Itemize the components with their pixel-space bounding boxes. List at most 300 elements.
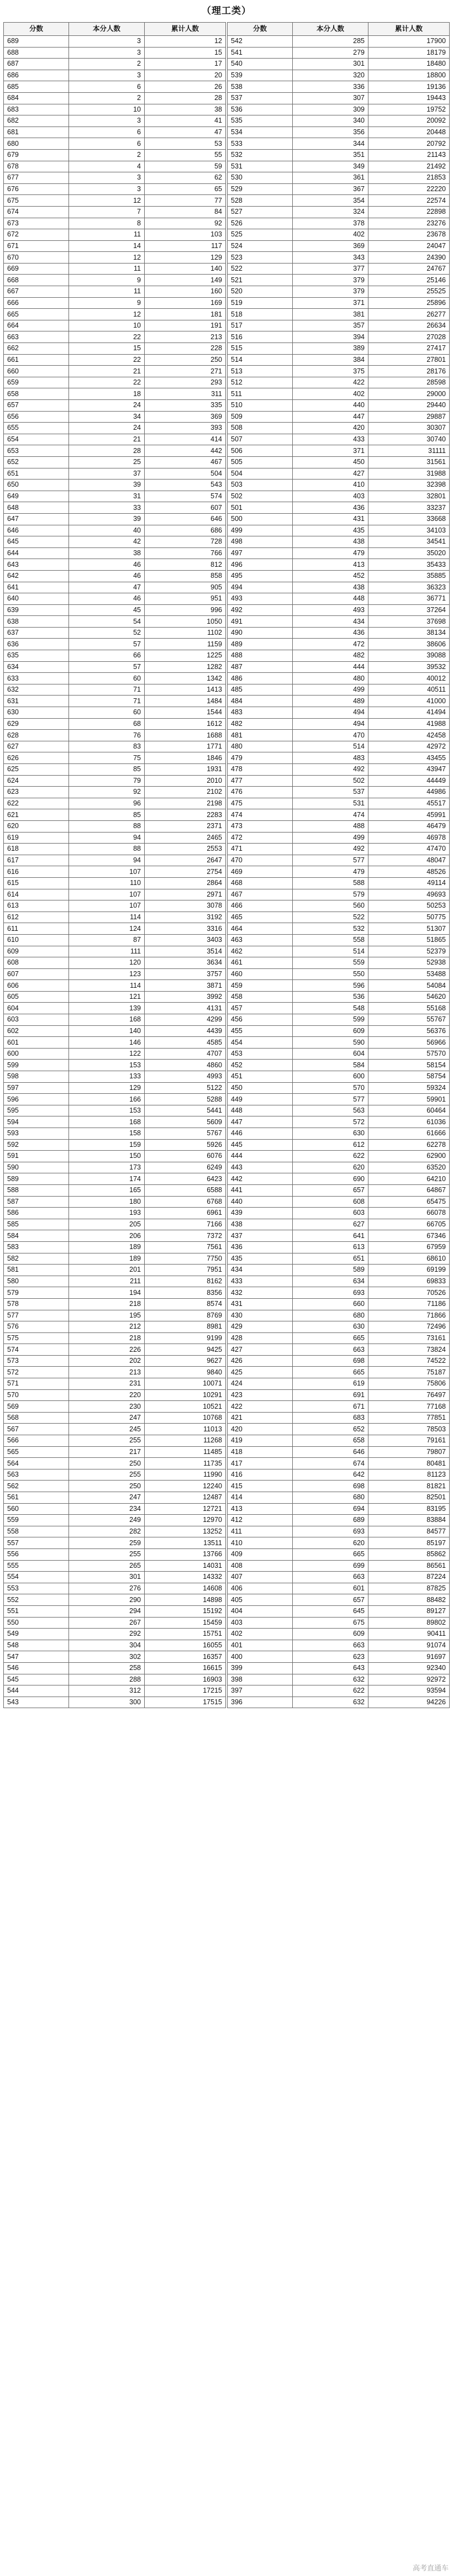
score-cell: 678 <box>4 161 69 172</box>
score-cell: 682 <box>4 115 69 127</box>
cumulative-cell: 63520 <box>368 1162 450 1173</box>
cumulative-cell: 19136 <box>368 81 450 93</box>
cumulative-cell: 67346 <box>368 1230 450 1242</box>
table-row <box>228 1548 450 1560</box>
score-cell: 476 <box>228 787 293 798</box>
count-cell: 354 <box>293 195 368 207</box>
tables-container <box>3 22 450 1708</box>
cumulative-cell: 44986 <box>368 787 450 798</box>
count-cell: 572 <box>293 1116 368 1128</box>
score-cell: 626 <box>4 752 69 764</box>
table-row <box>4 787 226 798</box>
count-cell: 427 <box>293 468 368 480</box>
cumulative-cell: 67959 <box>368 1241 450 1253</box>
cumulative-cell: 13766 <box>145 1548 226 1560</box>
cumulative-cell: 14031 <box>145 1560 226 1572</box>
score-cell: 602 <box>4 1025 69 1037</box>
count-cell: 57 <box>69 661 145 673</box>
cumulative-cell: 57570 <box>368 1048 450 1060</box>
table-row <box>4 275 226 286</box>
score-cell: 492 <box>228 604 293 616</box>
table-row <box>4 502 226 514</box>
count-cell: 12 <box>69 309 145 320</box>
score-cell: 668 <box>4 275 69 286</box>
score-cell: 396 <box>228 1697 293 1708</box>
count-cell: 472 <box>293 639 368 650</box>
table-row <box>4 104 226 115</box>
score-cell: 531 <box>228 161 293 172</box>
count-cell: 150 <box>69 1151 145 1162</box>
score-cell: 424 <box>228 1378 293 1390</box>
score-cell: 559 <box>4 1515 69 1526</box>
cumulative-cell: 6961 <box>145 1208 226 1219</box>
table-row <box>4 263 226 275</box>
score-cell: 463 <box>228 934 293 946</box>
cumulative-cell: 22898 <box>368 206 450 218</box>
score-cell: 526 <box>228 218 293 229</box>
header-count: 本分人数 <box>293 23 368 36</box>
cumulative-cell: 29887 <box>368 411 450 423</box>
score-cell: 658 <box>4 388 69 400</box>
cumulative-cell: 21492 <box>368 161 450 172</box>
score-cell: 597 <box>4 1082 69 1094</box>
score-cell: 516 <box>228 331 293 343</box>
cumulative-cell: 55767 <box>368 1014 450 1026</box>
score-cell: 599 <box>4 1060 69 1071</box>
cumulative-cell: 393 <box>145 423 226 434</box>
count-cell: 75 <box>69 752 145 764</box>
cumulative-cell: 79807 <box>368 1446 450 1458</box>
cumulative-cell: 3992 <box>145 991 226 1003</box>
score-cell: 684 <box>4 92 69 104</box>
score-cell: 527 <box>228 206 293 218</box>
table-row <box>4 593 226 605</box>
score-cell: 630 <box>4 707 69 719</box>
count-cell: 608 <box>293 1196 368 1208</box>
score-cell: 648 <box>4 502 69 514</box>
table-row <box>228 309 450 320</box>
table-row <box>228 1378 450 1390</box>
count-cell: 2 <box>69 149 145 161</box>
table-row <box>4 1481 226 1492</box>
cumulative-cell: 1050 <box>145 616 226 628</box>
cumulative-cell: 1225 <box>145 650 226 662</box>
count-cell: 168 <box>69 1014 145 1026</box>
score-cell: 523 <box>228 252 293 264</box>
score-cell: 413 <box>228 1503 293 1515</box>
table-row <box>228 286 450 298</box>
table-row <box>4 377 226 388</box>
cumulative-cell: 69833 <box>368 1276 450 1287</box>
count-cell: 33 <box>69 502 145 514</box>
score-cell: 398 <box>228 1674 293 1685</box>
count-cell: 584 <box>293 1060 368 1071</box>
score-cell: 412 <box>228 1515 293 1526</box>
count-cell: 590 <box>293 1037 368 1049</box>
cumulative-cell: 14898 <box>145 1594 226 1606</box>
score-cell: 681 <box>4 127 69 138</box>
cumulative-cell: 16357 <box>145 1651 226 1663</box>
cumulative-cell: 91697 <box>368 1651 450 1663</box>
score-cell: 673 <box>4 218 69 229</box>
cumulative-cell: 858 <box>145 570 226 582</box>
cumulative-cell: 64867 <box>368 1184 450 1196</box>
cumulative-cell: 3634 <box>145 957 226 969</box>
table-row <box>228 1503 450 1515</box>
score-cell: 574 <box>4 1344 69 1356</box>
count-cell: 613 <box>293 1241 368 1253</box>
cumulative-cell: 117 <box>145 240 226 252</box>
cumulative-cell: 2371 <box>145 820 226 832</box>
table-row <box>228 1412 450 1424</box>
score-cell: 674 <box>4 206 69 218</box>
count-cell: 114 <box>69 980 145 992</box>
count-cell: 570 <box>293 1082 368 1094</box>
count-cell: 212 <box>69 1321 145 1333</box>
score-cell: 601 <box>4 1037 69 1049</box>
table-row <box>4 855 226 866</box>
table-row <box>228 1651 450 1663</box>
score-cell: 462 <box>228 946 293 957</box>
count-cell: 10 <box>69 320 145 331</box>
table-row <box>228 957 450 969</box>
count-cell: 532 <box>293 923 368 935</box>
table-row <box>228 127 450 138</box>
score-cell: 494 <box>228 582 293 593</box>
table-row <box>228 1674 450 1685</box>
cumulative-cell: 36323 <box>368 582 450 593</box>
cumulative-cell: 28 <box>145 92 226 104</box>
cumulative-cell: 36771 <box>368 593 450 605</box>
score-cell: 497 <box>228 547 293 559</box>
cumulative-cell: 43455 <box>368 752 450 764</box>
cumulative-cell: 41000 <box>368 696 450 707</box>
table-row <box>228 798 450 809</box>
table-row <box>228 604 450 616</box>
cumulative-cell: 9199 <box>145 1332 226 1344</box>
count-cell: 92 <box>69 787 145 798</box>
cumulative-cell: 40012 <box>368 673 450 684</box>
table-row <box>4 1355 226 1367</box>
table-row <box>4 1469 226 1481</box>
cumulative-cell: 10768 <box>145 1412 226 1424</box>
table-row <box>228 218 450 229</box>
score-cell: 608 <box>4 957 69 969</box>
table-row <box>228 502 450 514</box>
cumulative-cell: 369 <box>145 411 226 423</box>
table-row <box>4 343 226 355</box>
count-cell: 34 <box>69 411 145 423</box>
count-cell: 479 <box>293 547 368 559</box>
table-row <box>4 604 226 616</box>
score-cell: 543 <box>4 1697 69 1708</box>
count-cell: 431 <box>293 513 368 525</box>
score-cell: 487 <box>228 661 293 673</box>
table-row <box>228 1617 450 1629</box>
cumulative-cell: 11990 <box>145 1469 226 1481</box>
count-cell: 250 <box>69 1458 145 1469</box>
table-row <box>4 1594 226 1606</box>
count-cell: 600 <box>293 1071 368 1083</box>
count-cell: 213 <box>69 1367 145 1378</box>
score-cell: 677 <box>4 172 69 184</box>
cumulative-cell: 728 <box>145 536 226 548</box>
table-row <box>228 889 450 900</box>
score-cell: 649 <box>4 491 69 502</box>
table-row <box>4 1458 226 1469</box>
score-cell: 451 <box>228 1071 293 1083</box>
count-cell: 470 <box>293 730 368 741</box>
count-cell: 3 <box>69 70 145 81</box>
score-cell: 585 <box>4 1219 69 1230</box>
table-row <box>228 820 450 832</box>
score-cell: 604 <box>4 1003 69 1014</box>
cumulative-cell: 66078 <box>368 1208 450 1219</box>
count-cell: 218 <box>69 1298 145 1310</box>
count-cell: 302 <box>69 1651 145 1663</box>
score-cell: 651 <box>4 468 69 480</box>
count-cell: 6 <box>69 81 145 93</box>
count-cell: 10 <box>69 104 145 115</box>
cumulative-cell: 83884 <box>368 1515 450 1526</box>
score-cell: 580 <box>4 1276 69 1287</box>
table-row <box>4 1105 226 1116</box>
cumulative-cell: 47470 <box>368 844 450 855</box>
score-cell: 600 <box>4 1048 69 1060</box>
cumulative-cell: 12 <box>145 36 226 48</box>
count-cell: 290 <box>69 1594 145 1606</box>
count-cell: 632 <box>293 1697 368 1708</box>
score-cell: 403 <box>228 1617 293 1629</box>
score-cell: 477 <box>228 775 293 787</box>
cumulative-cell: 59 <box>145 161 226 172</box>
score-cell: 645 <box>4 536 69 548</box>
cumulative-cell: 8574 <box>145 1298 226 1310</box>
count-cell: 139 <box>69 1003 145 1014</box>
cumulative-cell: 17215 <box>145 1685 226 1697</box>
header-score: 分数 <box>228 23 293 36</box>
cumulative-cell: 51865 <box>368 934 450 946</box>
score-cell: 679 <box>4 149 69 161</box>
table-row <box>228 263 450 275</box>
cumulative-cell: 41988 <box>368 718 450 730</box>
table-row <box>4 536 226 548</box>
cumulative-cell: 574 <box>145 491 226 502</box>
table-row <box>4 1184 226 1196</box>
score-cell: 656 <box>4 411 69 423</box>
score-cell: 554 <box>4 1572 69 1583</box>
table-row <box>4 1503 226 1515</box>
table-row <box>4 1424 226 1435</box>
table-row <box>4 1526 226 1537</box>
cumulative-cell: 74522 <box>368 1355 450 1367</box>
table-row <box>228 1697 450 1708</box>
cumulative-cell: 6076 <box>145 1151 226 1162</box>
cumulative-cell: 271 <box>145 366 226 377</box>
table-row <box>4 195 226 207</box>
cumulative-cell: 160 <box>145 286 226 298</box>
count-cell: 378 <box>293 218 368 229</box>
score-cell: 465 <box>228 912 293 923</box>
count-cell: 402 <box>293 388 368 400</box>
table-row <box>4 934 226 946</box>
count-cell: 31 <box>69 491 145 502</box>
count-cell: 448 <box>293 593 368 605</box>
count-cell: 114 <box>69 912 145 923</box>
table-row <box>228 1060 450 1071</box>
score-cell: 500 <box>228 513 293 525</box>
count-cell: 550 <box>293 968 368 980</box>
count-cell: 609 <box>293 1629 368 1640</box>
cumulative-cell: 129 <box>145 252 226 264</box>
table-row <box>228 423 450 434</box>
count-cell: 107 <box>69 866 145 878</box>
score-cell: 512 <box>228 377 293 388</box>
score-cell: 491 <box>228 616 293 628</box>
cumulative-cell: 3192 <box>145 912 226 923</box>
cumulative-cell: 1413 <box>145 684 226 696</box>
count-cell: 603 <box>293 1208 368 1219</box>
score-cell: 425 <box>228 1367 293 1378</box>
score-cell: 515 <box>228 343 293 355</box>
score-cell: 448 <box>228 1105 293 1116</box>
score-cell: 587 <box>4 1196 69 1208</box>
count-cell: 384 <box>293 354 368 366</box>
cumulative-cell: 4860 <box>145 1060 226 1071</box>
table-row <box>228 1094 450 1105</box>
count-cell: 410 <box>293 480 368 491</box>
count-cell: 440 <box>293 400 368 412</box>
cumulative-cell: 2198 <box>145 798 226 809</box>
score-cell: 568 <box>4 1412 69 1424</box>
score-cell: 507 <box>228 434 293 445</box>
cumulative-cell: 8769 <box>145 1310 226 1321</box>
count-cell: 279 <box>293 47 368 59</box>
count-cell: 312 <box>69 1685 145 1697</box>
count-cell: 85 <box>69 809 145 821</box>
header-cumulative: 累计人数 <box>368 23 450 36</box>
table-row <box>228 1287 450 1299</box>
table-row <box>4 1139 226 1151</box>
table-row <box>4 1378 226 1390</box>
cumulative-cell: 64210 <box>368 1173 450 1185</box>
table-row <box>4 411 226 423</box>
score-cell: 683 <box>4 104 69 115</box>
score-cell: 415 <box>228 1481 293 1492</box>
count-cell: 7 <box>69 206 145 218</box>
cumulative-cell: 8162 <box>145 1276 226 1287</box>
cumulative-cell: 62900 <box>368 1151 450 1162</box>
count-cell: 356 <box>293 127 368 138</box>
table-row <box>228 195 450 207</box>
cumulative-cell: 23678 <box>368 229 450 241</box>
table-row <box>228 1184 450 1196</box>
table-row <box>4 661 226 673</box>
table-row <box>4 912 226 923</box>
cumulative-cell: 52379 <box>368 946 450 957</box>
cumulative-cell: 80481 <box>368 1458 450 1469</box>
count-cell: 217 <box>69 1446 145 1458</box>
count-cell: 444 <box>293 661 368 673</box>
table-row <box>228 183 450 195</box>
table-row <box>4 718 226 730</box>
count-cell: 559 <box>293 957 368 969</box>
table-row <box>4 513 226 525</box>
score-cell: 689 <box>4 36 69 48</box>
count-cell: 211 <box>69 1276 145 1287</box>
score-cell: 542 <box>228 36 293 48</box>
table-row <box>228 1481 450 1492</box>
count-cell: 447 <box>293 411 368 423</box>
table-row <box>4 1662 226 1674</box>
score-cell: 636 <box>4 639 69 650</box>
table-row <box>228 787 450 798</box>
cumulative-cell: 191 <box>145 320 226 331</box>
table-row <box>4 616 226 628</box>
cumulative-cell: 16615 <box>145 1662 226 1674</box>
cumulative-cell: 58154 <box>368 1060 450 1071</box>
cumulative-cell: 11268 <box>145 1435 226 1447</box>
table-row <box>228 844 450 855</box>
score-cell: 646 <box>4 525 69 536</box>
count-cell: 658 <box>293 1435 368 1447</box>
cumulative-cell: 2647 <box>145 855 226 866</box>
count-cell: 301 <box>293 59 368 70</box>
table-row <box>4 684 226 696</box>
cumulative-cell: 85197 <box>368 1537 450 1549</box>
cumulative-cell: 12970 <box>145 1515 226 1526</box>
cumulative-cell: 65 <box>145 183 226 195</box>
score-cell: 439 <box>228 1208 293 1219</box>
table-row <box>228 81 450 93</box>
score-cell: 524 <box>228 240 293 252</box>
score-cell: 688 <box>4 47 69 59</box>
score-cell: 468 <box>228 877 293 889</box>
table-row <box>228 934 450 946</box>
cumulative-cell: 3316 <box>145 923 226 935</box>
score-cell: 619 <box>4 832 69 844</box>
count-cell: 22 <box>69 377 145 388</box>
table-row <box>4 525 226 536</box>
cumulative-cell: 47 <box>145 127 226 138</box>
score-cell: 617 <box>4 855 69 866</box>
count-cell: 166 <box>69 1094 145 1105</box>
score-cell: 505 <box>228 456 293 468</box>
cumulative-cell: 467 <box>145 456 226 468</box>
table-row <box>4 1208 226 1219</box>
cumulative-cell: 14332 <box>145 1572 226 1583</box>
table-row <box>4 877 226 889</box>
score-cell: 406 <box>228 1583 293 1594</box>
score-cell: 411 <box>228 1526 293 1537</box>
table-row <box>4 1389 226 1401</box>
table-row <box>4 957 226 969</box>
count-cell: 247 <box>69 1492 145 1504</box>
table-row <box>4 900 226 912</box>
cumulative-cell: 41 <box>145 115 226 127</box>
score-cell: 607 <box>4 968 69 980</box>
score-cell: 634 <box>4 661 69 673</box>
score-cell: 429 <box>228 1321 293 1333</box>
score-cell: 433 <box>228 1276 293 1287</box>
score-cell: 655 <box>4 423 69 434</box>
table-row <box>228 240 450 252</box>
score-cell: 589 <box>4 1173 69 1185</box>
score-cell: 498 <box>228 536 293 548</box>
cumulative-cell: 28176 <box>368 366 450 377</box>
score-cell: 556 <box>4 1548 69 1560</box>
score-cell: 438 <box>228 1219 293 1230</box>
